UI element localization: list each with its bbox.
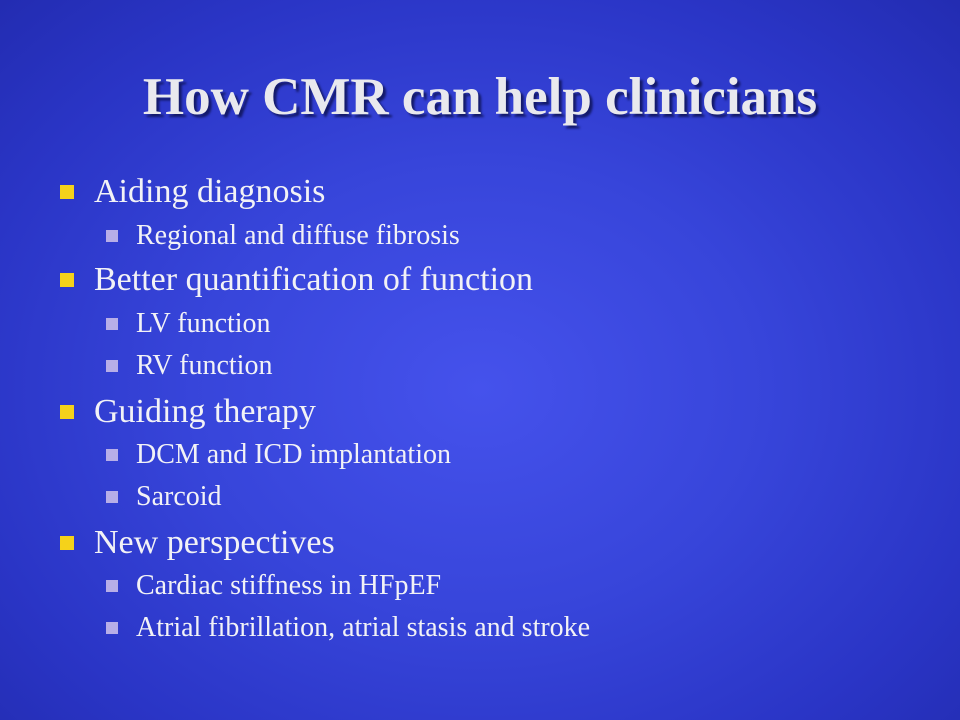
sub-bullet-item-rv-function [106,346,272,386]
sub-bullet-text: Cardiac stiffness in HFpEF [136,570,442,601]
square-bullet-icon [60,185,74,199]
bullet-text: Aiding diagnosis [94,173,326,210]
sub-bullet-text: Sarcoid [136,481,222,512]
square-bullet-icon [60,405,74,419]
sub-bullet-text: LV function [136,308,271,339]
sub-bullet-text: Regional and diffuse fibrosis [136,220,460,251]
square-bullet-icon [106,230,118,242]
bullet-item-guiding-therapy [60,392,316,432]
square-bullet-icon [106,360,118,372]
square-bullet-icon [60,536,74,550]
bullet-item-quantification [60,260,533,300]
slide-title: How CMR can help clinicians [142,68,818,126]
square-bullet-icon [106,491,118,503]
sub-bullet-item-cardiac-stiffness [106,566,441,606]
bullet-text: Guiding therapy [94,393,316,430]
sub-bullet-item-atrial-fibrillation [106,608,590,648]
square-bullet-icon [106,318,118,330]
sub-bullet-item-sarcoid [106,477,222,517]
square-bullet-icon [60,273,74,287]
sub-bullet-item-fibrosis [106,216,460,256]
sub-bullet-text: Atrial fibrillation, atrial stasis and stroke [136,612,591,643]
bullet-item-new-perspectives [60,523,335,563]
square-bullet-icon [106,622,118,634]
bullet-text: Better quantification of function [94,261,534,298]
square-bullet-icon [106,449,118,461]
bullet-text: New perspectives [94,524,335,561]
bullet-item-aiding-diagnosis [60,172,325,212]
sub-bullet-item-lv-function [106,304,271,344]
sub-bullet-item-dcm-icd [106,435,451,475]
sub-bullet-text: RV function [136,350,273,381]
square-bullet-icon [106,580,118,592]
sub-bullet-text: DCM and ICD implantation [136,439,451,470]
